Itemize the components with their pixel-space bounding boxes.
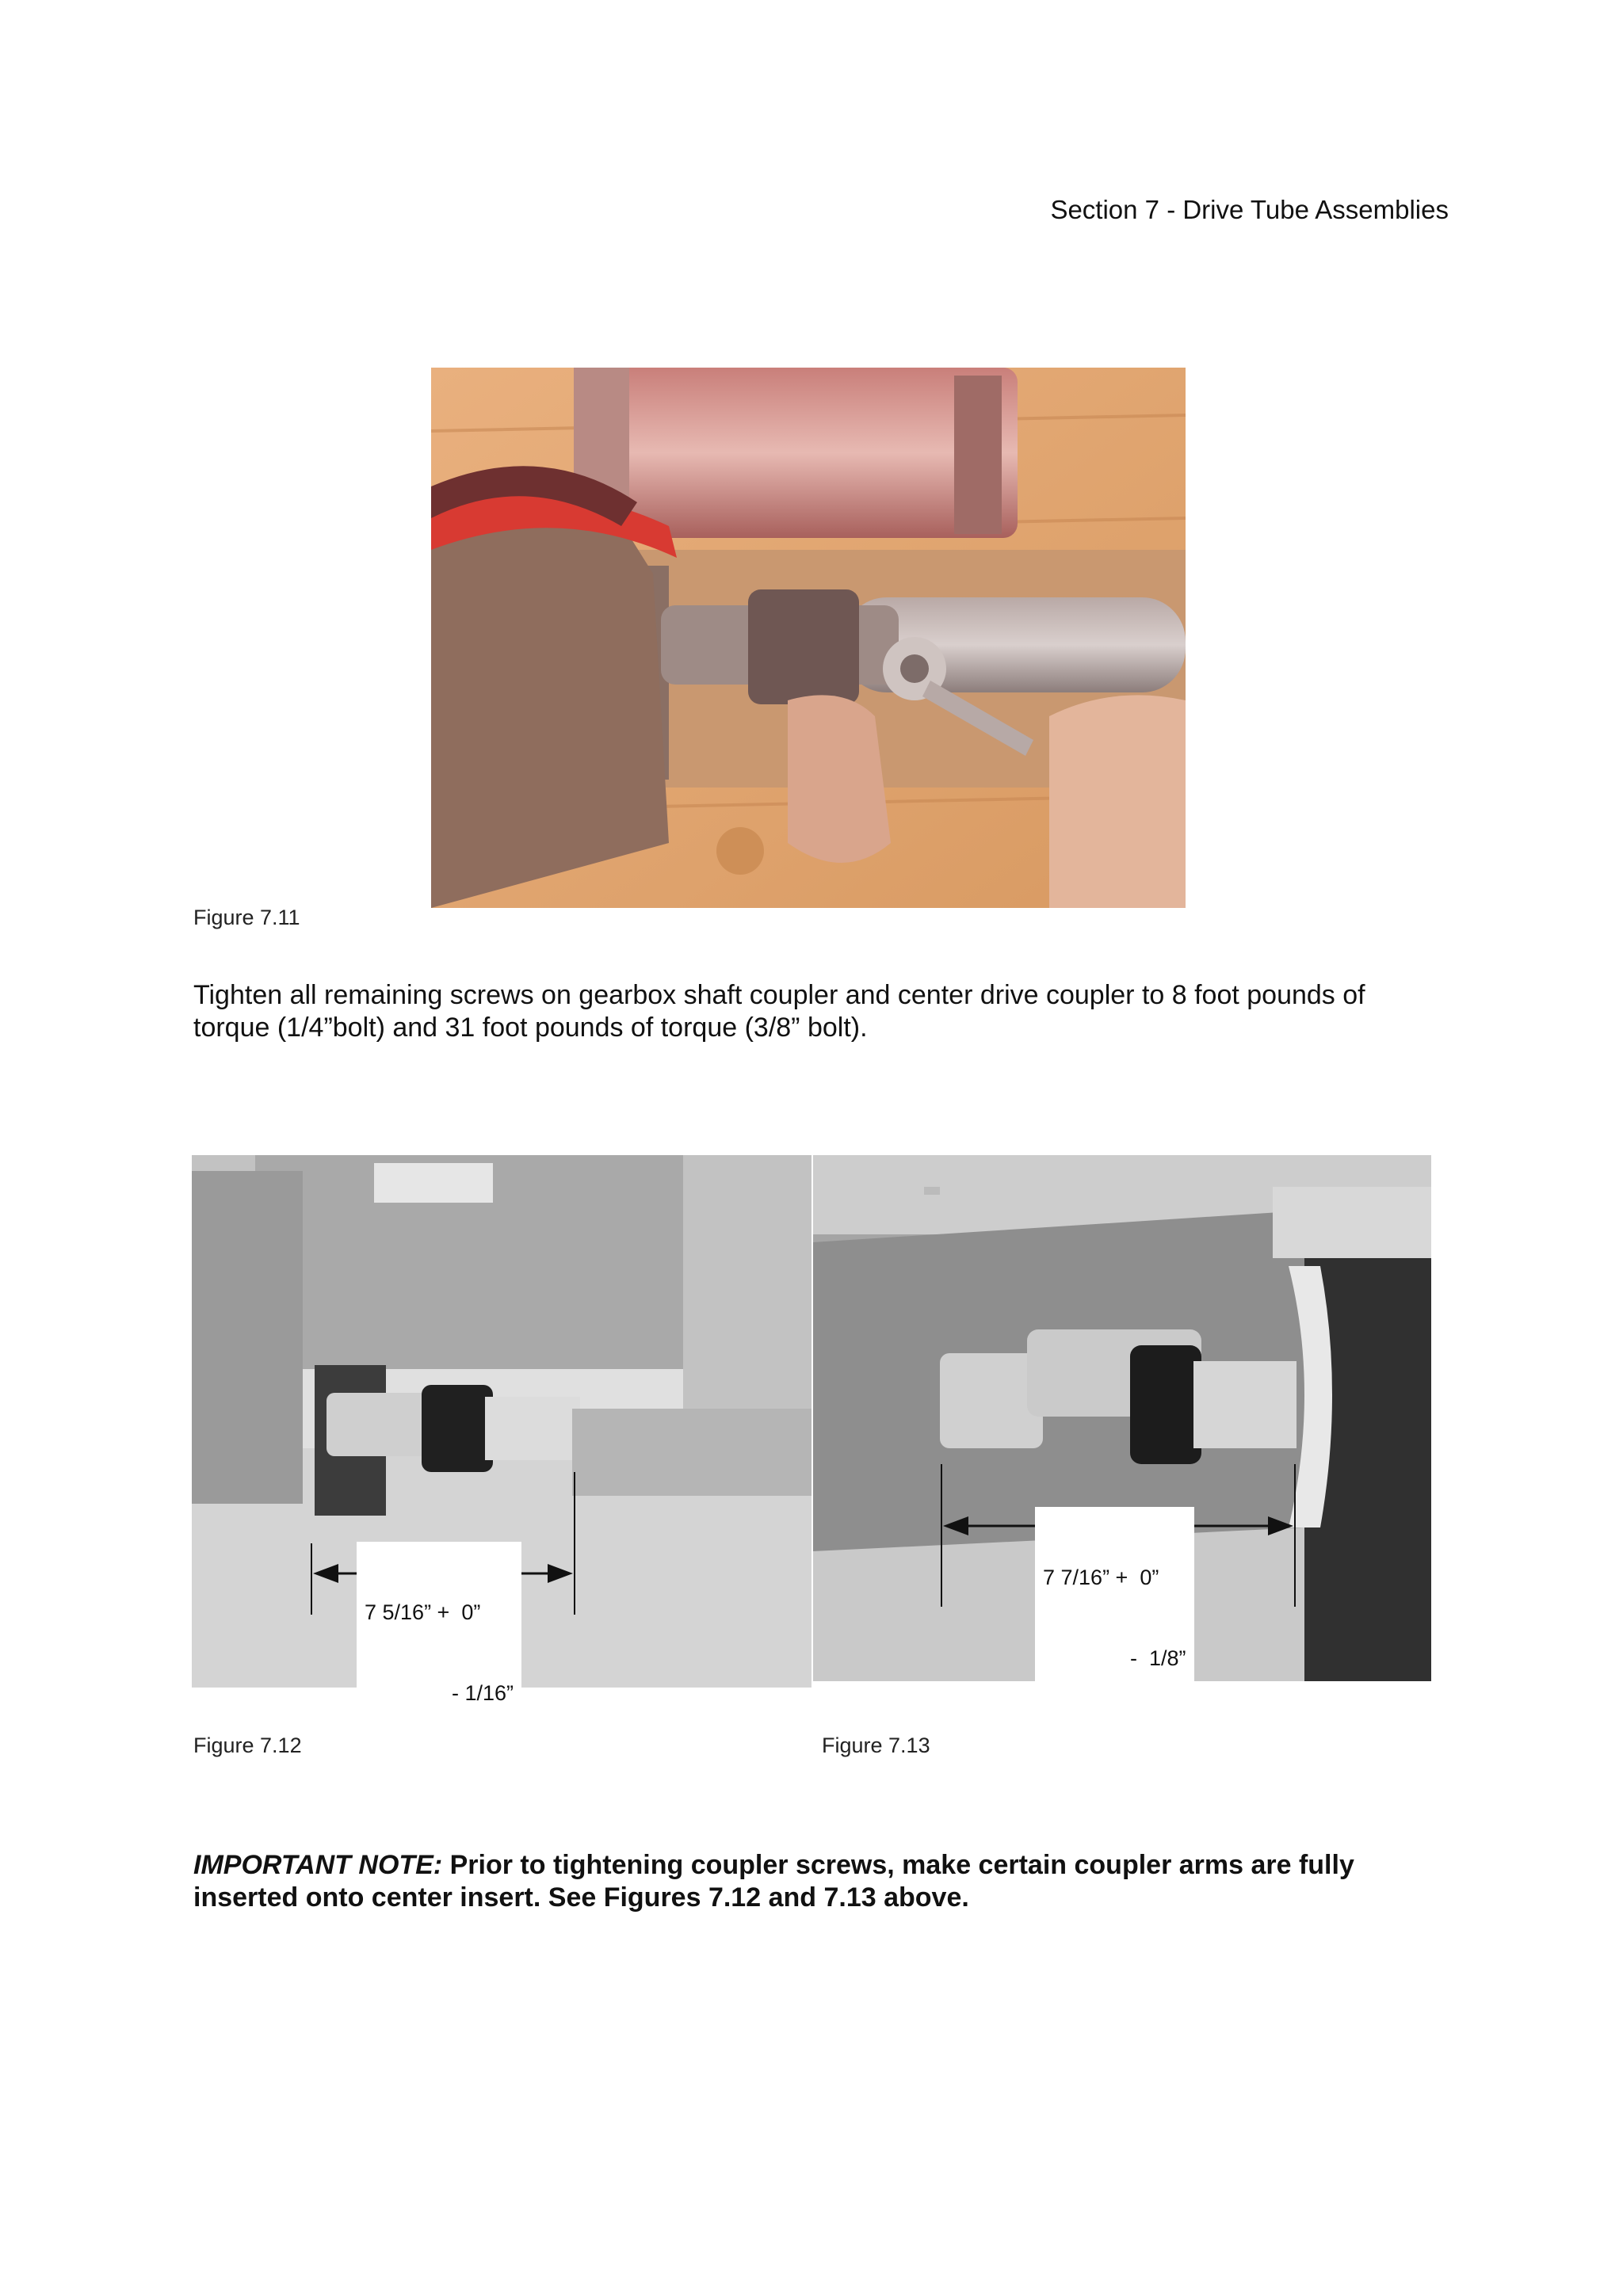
figure-7-12-dimension-line1: 7 5/16” + 0”	[365, 1600, 481, 1624]
figure-7-12-caption: Figure 7.12	[193, 1733, 302, 1757]
figure-7-13-photo	[813, 1155, 1431, 1681]
figure-7-13-dimension-line1: 7 7/16” + 0”	[1043, 1566, 1159, 1589]
important-note-lead: IMPORTANT NOTE:	[193, 1850, 443, 1880]
important-note	[193, 1849, 1445, 1914]
body-paragraph: Tighten all remaining screws on gearbox shaft coupler and center drive coupler to 8 foot pounds of torque (1/4”bolt) and 31 foot pounds of torque (3/8” bolt).	[193, 980, 1365, 1043]
figure-7-13-caption: Figure 7.13	[822, 1733, 930, 1757]
section-header: Section 7 - Drive Tube Assemblies	[1050, 195, 1449, 224]
important-note-text: Prior to tightening coupler screws, make certain coupler arms are fully inserted onto center insert. See Figures 7.12 and 7.13 above.	[193, 1850, 1354, 1913]
figure-7-11-caption: Figure 7.11	[193, 906, 300, 929]
figure-7-12-dimension-label	[357, 1542, 521, 1764]
figure-7-11-photo	[431, 368, 1186, 908]
figure-7-13-dimension-label	[1035, 1507, 1194, 1729]
figure-7-13-dimension-line2: - 1/8”	[1130, 1646, 1186, 1670]
figure-7-12-dimension-line2: - 1/16”	[452, 1681, 514, 1705]
figure-7-12-photo	[192, 1155, 812, 1705]
